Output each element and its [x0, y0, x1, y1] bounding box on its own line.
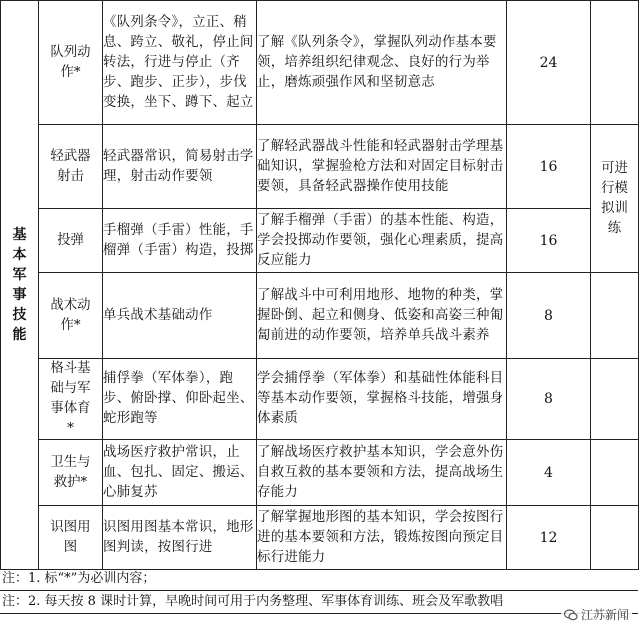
table-row: [1, 440, 639, 506]
table-row: [1, 125, 639, 209]
content-cell: 轻武器常识，简易射击学理，射击动作要领: [103, 125, 257, 209]
hours-cell: 4: [507, 440, 591, 506]
requirement-cell: 学会捕俘拳（军体拳）和基础性体能科目等基本动作要领，掌握格斗技能，增强身体素质: [257, 359, 507, 440]
hours-cell: 12: [507, 506, 591, 570]
hours-cell: 16: [507, 125, 591, 209]
item-cell: [39, 506, 103, 570]
content-cell: 战场医疗救护常识，止血、包扎、固定、搬运、心肺复苏: [103, 440, 257, 506]
wechat-bubble-icon: [564, 608, 578, 622]
remark-empty-cell: [591, 273, 639, 359]
content-cell: 识图用图基本常识，地形图判读，按图行进: [103, 506, 257, 570]
item-label: 卫生与救护*: [50, 454, 91, 490]
category-label: 基本军事技能: [12, 227, 27, 343]
table-notes: [0, 568, 638, 614]
remark-label: 可进行模拟训练: [601, 160, 628, 236]
note-line: 注：1. 标“*”为必训内容；: [0, 568, 638, 591]
table-row: [1, 209, 639, 273]
content-cell: 手榴弹（手雷）性能，手榴弹（手雷）构造，投掷: [103, 209, 257, 273]
item-label: 投弹: [57, 232, 84, 248]
hours-cell: 8: [507, 359, 591, 440]
content-cell: 《队列条令》，立正、稍息、跨立、敬礼，停止间转法，行进与停止（齐步、跑步、正步），步伐变换，坐下、蹲下、起立: [103, 1, 257, 125]
requirement-cell: 了解战斗中可利用地形、地物的种类，掌握卧倒、起立和侧身、低姿和高姿三种匍匐前进的动作要领，培养单兵战斗素养: [257, 273, 507, 359]
remark-empty-cell: [591, 506, 639, 570]
remark-empty-cell: [591, 1, 639, 125]
item-label: 格斗基础与军事体育*: [50, 361, 91, 436]
item-label: 轻武器射击: [50, 148, 91, 184]
item-cell: [39, 209, 103, 273]
hours-cell: 8: [507, 273, 591, 359]
hours-cell: 16: [507, 209, 591, 273]
content-cell: 捕俘拳（军体拳），跑步、俯卧撑、仰卧起坐、蛇形跑等: [103, 359, 257, 440]
requirement-cell: 了解轻武器战斗性能和轻武器射击学理基础知识，掌握验枪方法和对固定目标射击要领，具备轻武器操作使用技能: [257, 125, 507, 209]
watermark-text: 江苏新闻: [580, 608, 629, 622]
table-row: [1, 273, 639, 359]
content-cell: 单兵战术基础动作: [103, 273, 257, 359]
watermark: [561, 606, 632, 624]
item-label: 战术动作*: [50, 297, 91, 333]
requirement-cell: 了解《队列条令》，掌握队列动作基本要领，培养组织纪律观念、良好的行为举止，磨炼顽强作风和坚韧意志: [257, 1, 507, 125]
requirement-cell: 了解掌握地形图的基本知识，学会按图行进的基本要领和方法，锻炼按图向预定目标行进能力: [257, 506, 507, 570]
item-cell: [39, 125, 103, 209]
remark-empty-cell: [591, 359, 639, 440]
table-row: [1, 359, 639, 440]
requirement-cell: 了解手榴弹（手雷）的基本性能、构造，学会投掷动作要领，强化心理素质，提高反应能力: [257, 209, 507, 273]
item-label: 队列动作*: [50, 44, 91, 80]
item-cell: [39, 359, 103, 440]
category-cell: [1, 1, 39, 570]
remark-cell: [591, 125, 639, 273]
table-row: [1, 506, 639, 570]
item-cell: [39, 440, 103, 506]
requirement-cell: 了解战场医疗救护基本知识，学会意外伤自救互救的基本要领和方法，提高战场生存能力: [257, 440, 507, 506]
item-cell: [39, 1, 103, 125]
table-row: [1, 1, 639, 125]
item-label: 识图用图: [50, 519, 91, 555]
note-line: 注：2. 每天按 8 课时计算，早晚时间可用于内务整理、军事体育训练、班会及军歌教唱: [0, 591, 638, 614]
hours-cell: 24: [507, 1, 591, 125]
remark-empty-cell: [591, 440, 639, 506]
item-cell: [39, 273, 103, 359]
